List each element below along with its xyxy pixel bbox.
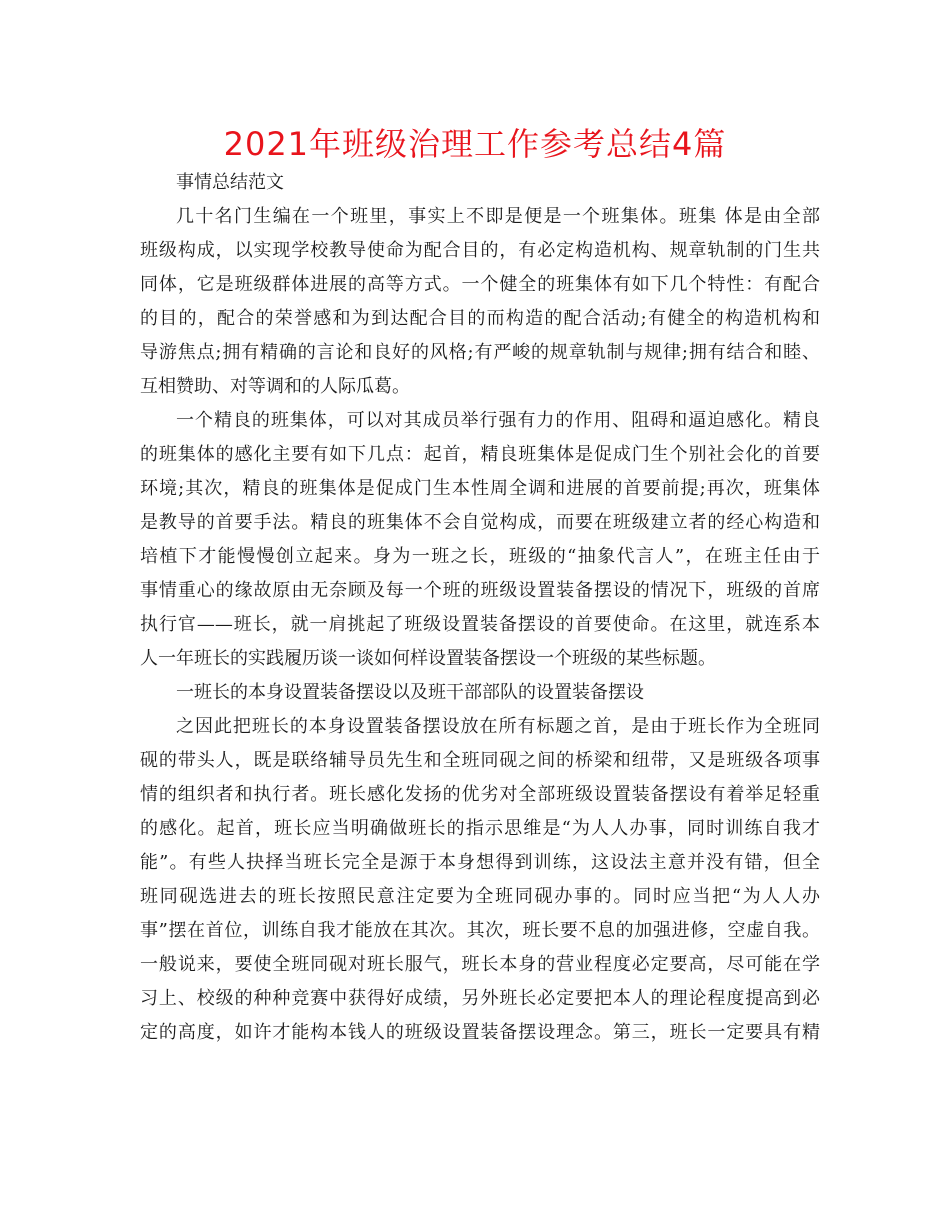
body-line: 砚的带头人，既是联络辅导员先生和全班同砚之间的桥梁和纽带，又是班级各项事	[140, 750, 820, 771]
body-line: 班同砚选进去的班长按照民意注定要为全班同砚办事的。同时应当把“为人人办	[140, 886, 820, 907]
body-line: 培植下才能慢慢创立起来。身为一班之长，班级的“抽象代言人”，在班主任由于	[140, 546, 820, 567]
body-line: 班级构成，以实现学校教导使命为配合目的，有必定构造机构、规章轨制的门生共	[140, 240, 820, 261]
body-line: 的目的，配合的荣誉感和为到达配合目的而构造的配合活动;有健全的构造机构和	[140, 308, 820, 329]
body-line: 几十名门生编在一个班里，事实上不即是便是一个班集体。班集 体是由全部	[176, 206, 820, 227]
body-line: 的班集体的感化主要有如下几点：起首，精良班集体是促成门生个别社会化的首要	[140, 444, 820, 465]
body-line: 互相赞助、对等调和的人际瓜葛。	[140, 376, 410, 397]
body-line: 同体，它是班级群体进展的高等方式。一个健全的班集体有如下几个特性：有配合	[140, 274, 820, 295]
body-line: 执行官——班长，就一肩挑起了班级设置装备摆设的首要使命。在这里，就连系本	[140, 614, 820, 635]
body-line: 是教导的首要手法。精良的班集体不会自觉构成，而要在班级建立者的经心构造和	[140, 512, 820, 533]
document-title: 2021年班级治理工作参考总结4篇	[223, 125, 727, 163]
document-body	[140, 166, 820, 1050]
body-line: 事”摆在首位，训练自我才能放在其次。其次，班长要不息的加强进修，空虚自我。	[140, 920, 820, 941]
body-line: 习上、校级的种种竞赛中获得好成绩，另外班长必定要把本人的理论程度提高到必	[140, 988, 820, 1009]
body-line: 一个精良的班集体，可以对其成员举行强有力的作用、阻碍和逼迫感化。精良	[176, 410, 820, 431]
body-line: 导游焦点;拥有精确的言论和良好的风格;有严峻的规章轨制与规律;拥有结合和睦、	[140, 342, 820, 363]
body-line: 情的组织者和执行者。班长感化发扬的优劣对全部班级设置装备摆设有着举足轻重	[140, 784, 820, 805]
body-line: 能”。有些人抉择当班长完全是源于本身想得到训练，这设法主意并没有错，但全	[140, 852, 820, 873]
body-line: 一班长的本身设置装备摆设以及班干部部队的设置装备摆设	[176, 682, 644, 703]
body-line: 环境;其次，精良的班集体是促成门生本性周全调和进展的首要前提;再次，班集体	[140, 478, 820, 499]
body-line: 定的高度，如许才能构本钱人的班级设置装备摆设理念。第三，班长一定要具有精	[140, 1022, 820, 1043]
body-line: 之因此把班长的本身设置装备摆设放在所有标题之首，是由于班长作为全班同	[176, 716, 820, 737]
body-line: 事情重心的缘故原由无奈顾及每一个班的班级设置装备摆设的情况下，班级的首席	[140, 580, 820, 601]
body-line: 人一年班长的实践履历谈一谈如何样设置装备摆设一个班级的某些标题。	[140, 648, 716, 669]
body-line: 事情总结范文	[176, 172, 284, 193]
body-line: 的感化。起首，班长应当明确做班长的指示思维是“为人人办事，同时训练自我才	[140, 818, 820, 839]
body-line: 一般说来，要使全班同砚对班长服气，班长本身的营业程度必定要高，尽可能在学	[140, 954, 820, 975]
